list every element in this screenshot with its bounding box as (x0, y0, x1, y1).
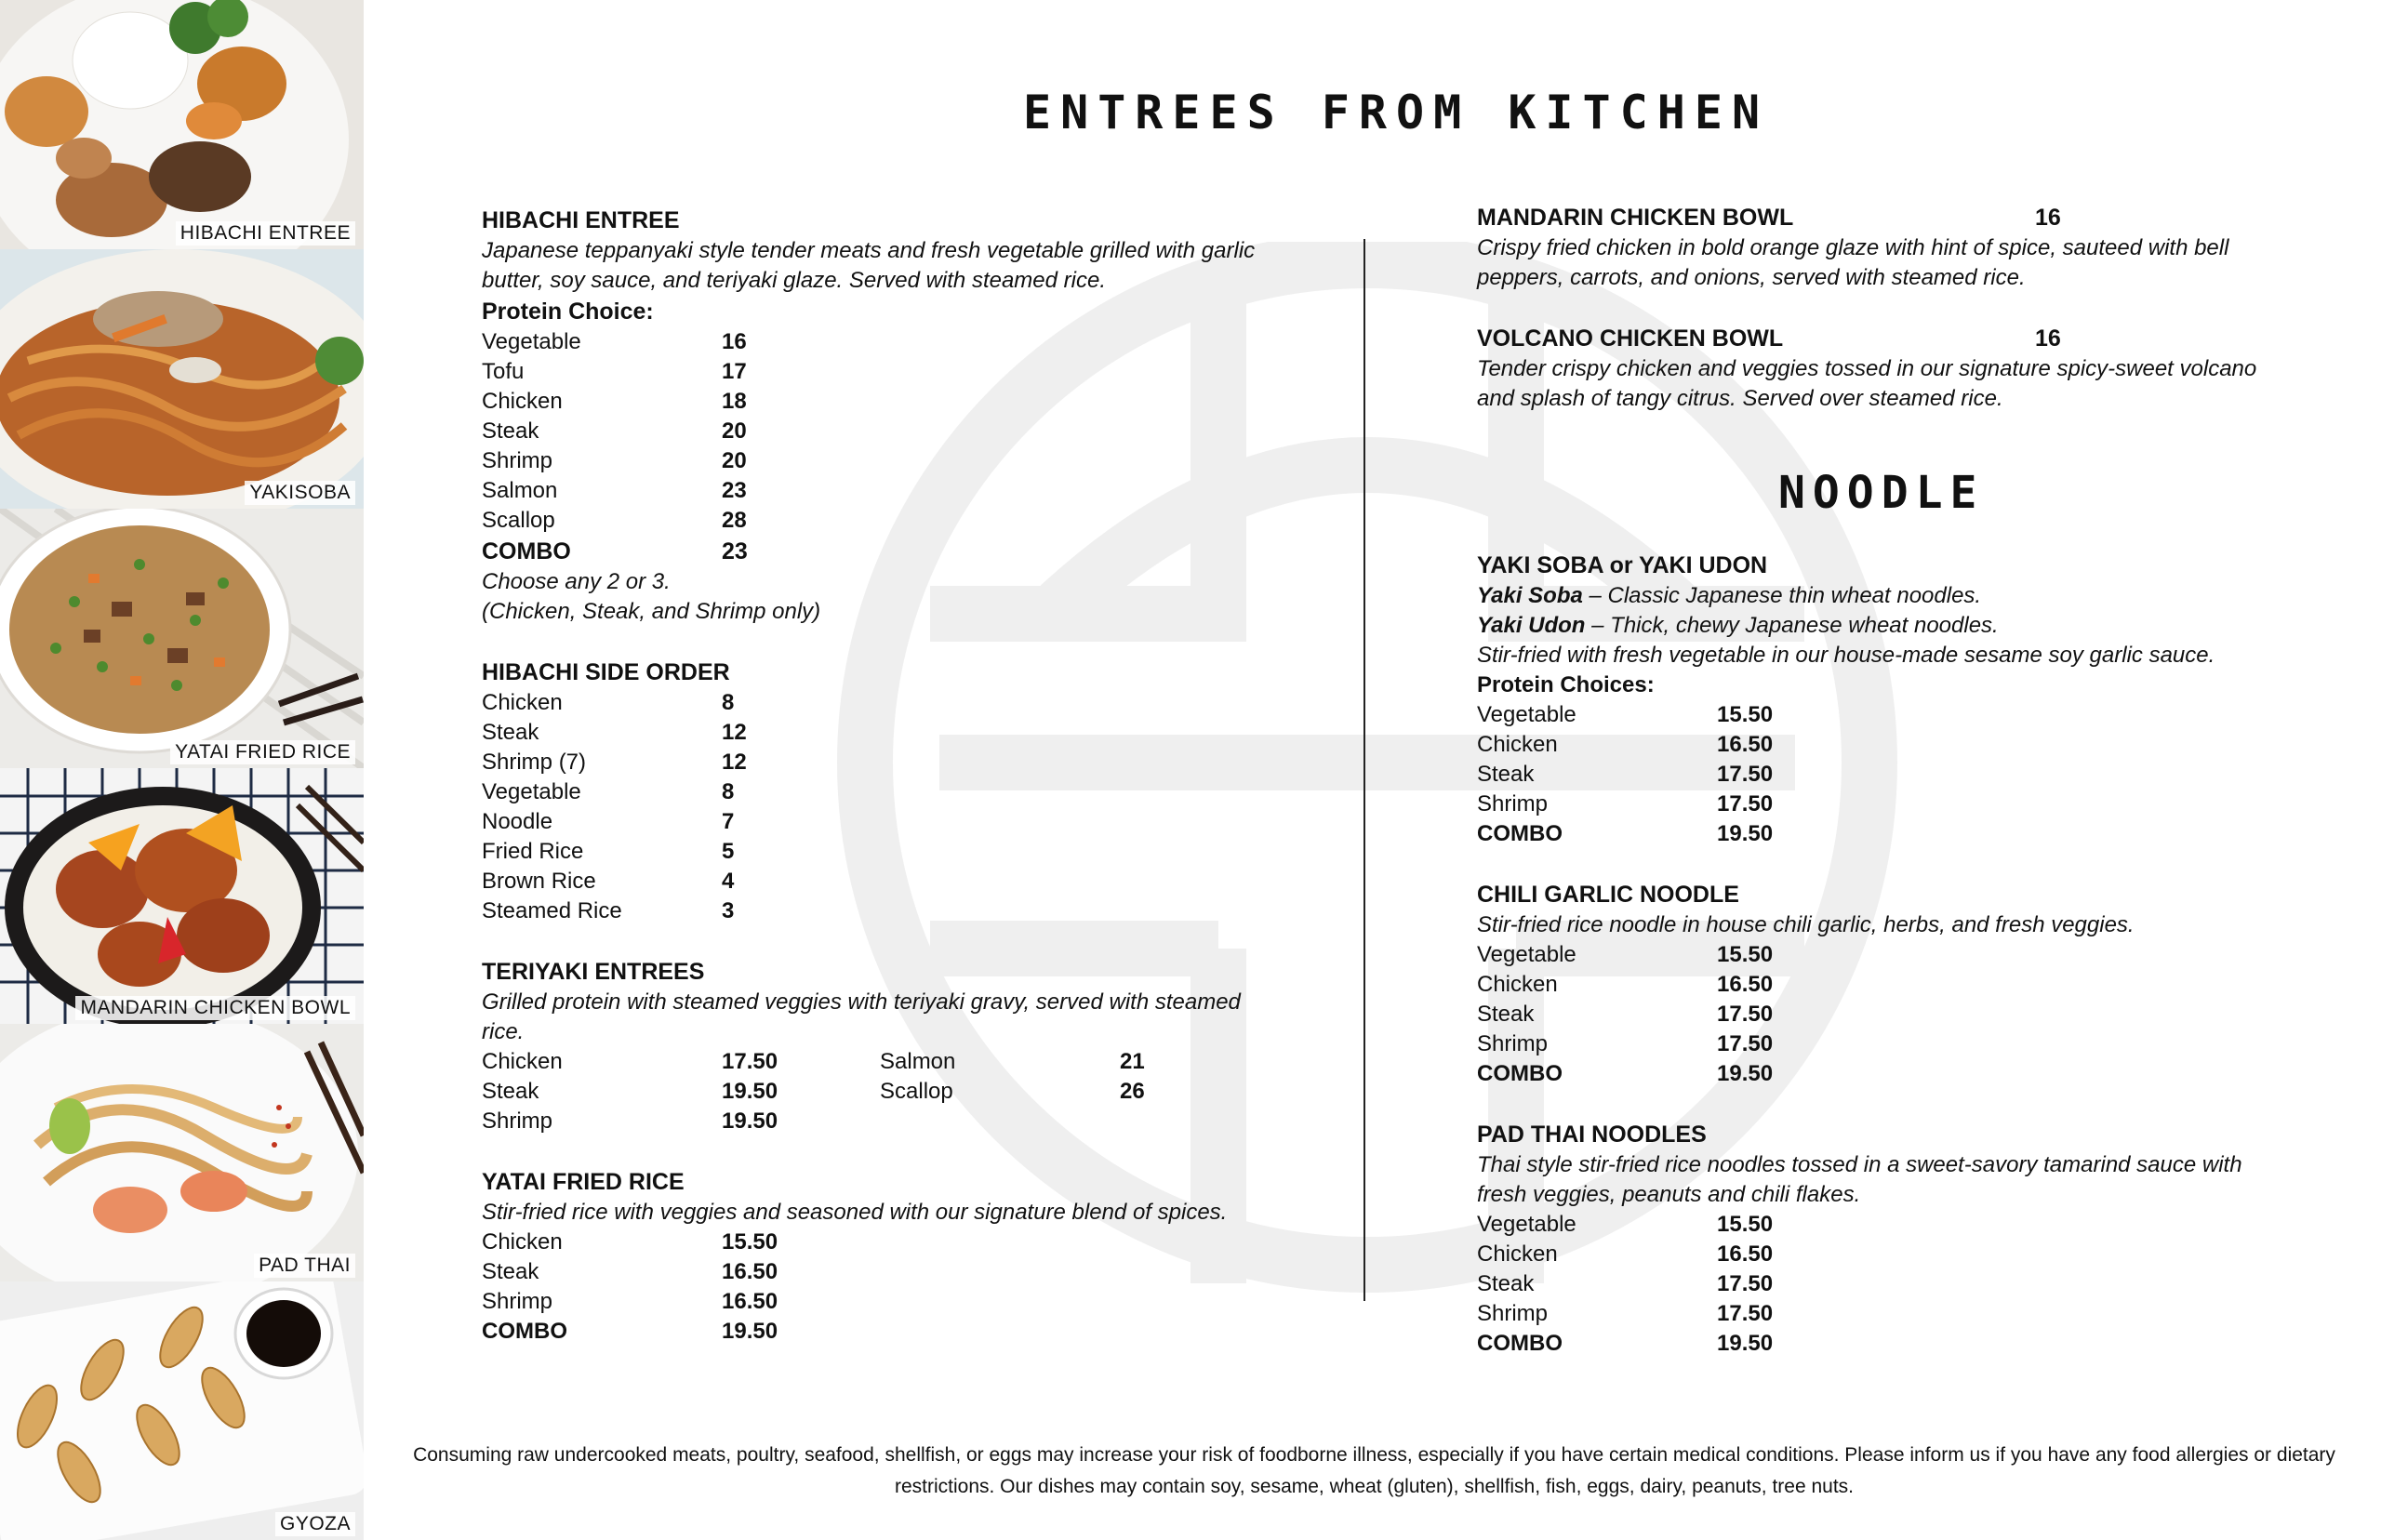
item-name: Chicken (482, 1049, 563, 1074)
item-price: 17.50 (1717, 1301, 1774, 1326)
photo-yatai-fried-rice (0, 509, 364, 768)
photo-gyoza (0, 1281, 364, 1540)
noodle-column (1477, 550, 2268, 1359)
item-name: Tofu (482, 359, 525, 384)
item-name: Vegetable (482, 779, 581, 804)
photo-caption: YATAI FRIED RICE (170, 740, 355, 764)
section-title-yatai-fried-rice: YATAI FRIED RICE (482, 1169, 685, 1195)
menu-item (482, 1257, 1272, 1287)
photo-caption: GYOZA (275, 1512, 355, 1536)
menu-item (1477, 700, 2268, 730)
item-price: 15.50 (722, 1229, 778, 1255)
menu-item-combo (482, 1317, 1272, 1347)
item-name: Vegetable (1477, 702, 1576, 727)
item-price: 19.50 (722, 1079, 778, 1104)
combo-note: Choose any 2 or 3. (482, 569, 671, 594)
item-price: 17.50 (1717, 762, 1774, 787)
combo-note-restriction: (Chicken, Steak, and Shrimp only) (482, 599, 821, 624)
photo-caption: PAD THAI (254, 1254, 355, 1278)
item-name: Steak (482, 1079, 539, 1104)
item-price: 16 (2035, 205, 2061, 231)
item-price: 17.50 (1717, 1002, 1774, 1027)
menu-item (482, 807, 1272, 837)
yatai-description: Stir-fried rice with veggies and seasoned with our signature blend of spices. (482, 1200, 1228, 1225)
menu-item (482, 777, 1272, 807)
yaki-soba-line (1477, 581, 2268, 611)
yatai-fried-rice-image (0, 509, 364, 768)
volcano-chicken-bowl-header (1477, 323, 2268, 354)
item-name: Shrimp (1477, 1301, 1549, 1326)
item-name: Steak (482, 418, 539, 444)
item-price: 16.50 (722, 1289, 778, 1314)
menu-item (1477, 730, 2268, 760)
left-column (482, 205, 1272, 1347)
menu-item (482, 387, 1272, 417)
item-price: 17.50 (1717, 1271, 1774, 1296)
menu-item (482, 867, 1272, 896)
item-name: Noodle (482, 809, 553, 834)
item-name: Steak (482, 720, 539, 745)
item-price: 17.50 (1717, 791, 1774, 816)
item-name: Steak (1477, 1271, 1535, 1296)
menu-item-combo (1477, 1329, 2268, 1359)
item-price: 19.50 (722, 1109, 778, 1134)
photo-yakisoba (0, 249, 364, 509)
item-name: COMBO (482, 538, 571, 564)
item-price: 19.50 (1717, 1331, 1774, 1356)
teriyaki-description: Grilled protein with steamed veggies with teriyaki gravy, served with steamed rice. (482, 989, 1241, 1044)
photo-caption: MANDARIN CHICKEN BOWL (75, 996, 355, 1020)
mandarin-description: Crispy fried chicken in bold orange glaze with hint of spice, sauteed with bell peppers, carrots, and onions, served with steamed rice. (1477, 235, 2229, 290)
section-title-pad-thai-noodles: PAD THAI NOODLES (1477, 1122, 1707, 1148)
pad-thai-image (0, 1024, 364, 1281)
item-price: 20 (722, 448, 747, 473)
menu-item (1477, 1210, 2268, 1240)
page-title: ENTREES FROM KITCHEN (1023, 86, 1770, 139)
item-name: Chicken (1477, 1241, 1558, 1267)
item-price: 15.50 (1717, 702, 1774, 727)
item-name: COMBO (1477, 1331, 1563, 1356)
column-divider (1363, 239, 1365, 1301)
yaki-soba-label: Yaki Soba (1477, 583, 1583, 608)
mandarin-chicken-bowl-header (1477, 202, 2268, 233)
item-price: 19.50 (722, 1319, 778, 1344)
section-title-teriyaki-entrees: TERIYAKI ENTREES (482, 959, 705, 985)
allergy-disclaimer (367, 1440, 2381, 1503)
item-price: 16 (722, 329, 747, 354)
menu-item (1477, 940, 2268, 970)
menu-item (482, 896, 1272, 926)
yaki-udon-desc: – Thick, chewy Japanese wheat noodles. (1585, 613, 1999, 638)
item-price: 17 (722, 359, 747, 384)
protein-choice-label: Protein Choice: (482, 299, 654, 325)
photo-caption: YAKISOBA (245, 481, 355, 505)
menu-item (482, 1228, 1272, 1257)
item-name: Vegetable (482, 329, 581, 354)
item-price: 23 (722, 478, 747, 503)
section-title-volcano-chicken-bowl: VOLCANO CHICKEN BOWL (1477, 325, 1784, 352)
yaki-soba-desc: – Classic Japanese thin wheat noodles. (1582, 583, 1982, 608)
menu-item-pair (482, 1077, 1272, 1107)
menu-item (482, 417, 1272, 446)
disclaimer-line-2: restrictions. Our dishes may contain soy, sesame, wheat (gluten), shellfish, fish, eggs, dairy, peanuts, tree nuts. (894, 1476, 1855, 1497)
menu-item (1477, 970, 2268, 1000)
hibachi-entree-image (0, 0, 364, 249)
chili-garlic-description: Stir-fried rice noodle in house chili garlic, herbs, and fresh veggies. (1477, 912, 2135, 937)
item-name: COMBO (1477, 1061, 1563, 1086)
item-name: Chicken (482, 389, 563, 414)
right-column (1477, 202, 2268, 414)
menu-item (1477, 760, 2268, 790)
yakisoba-description: Stir-fried with fresh vegetable in our house-made sesame soy garlic sauce. (1477, 643, 2215, 668)
menu-item-combo (1477, 819, 2268, 849)
menu-item (482, 446, 1272, 476)
menu-item (482, 506, 1272, 536)
gyoza-image (0, 1281, 364, 1540)
item-price: 21 (1120, 1049, 1145, 1074)
yaki-udon-label: Yaki Udon (1477, 613, 1586, 638)
menu-item (482, 476, 1272, 506)
menu-item (482, 327, 1272, 357)
item-price: 12 (722, 750, 747, 775)
item-name: COMBO (1477, 821, 1563, 846)
item-price: 16 (2035, 325, 2061, 352)
yakisoba-image (0, 249, 364, 509)
item-name: Salmon (880, 1049, 956, 1074)
item-price: 28 (722, 508, 747, 533)
item-price: 17.50 (722, 1049, 778, 1074)
item-name: Shrimp (482, 448, 553, 473)
menu-item (482, 748, 1272, 777)
menu-item (482, 1287, 1272, 1317)
item-name: Shrimp (1477, 791, 1549, 816)
item-name: Shrimp (7) (482, 750, 587, 775)
item-price: 16.50 (722, 1259, 778, 1284)
menu-item (1477, 1299, 2268, 1329)
item-price: 16.50 (1717, 1241, 1774, 1267)
photo-pad-thai (0, 1024, 364, 1281)
item-price: 12 (722, 720, 747, 745)
protein-choices-label: Protein Choices: (1477, 672, 1655, 697)
menu-item (1477, 1269, 2268, 1299)
item-name: Chicken (1477, 972, 1558, 997)
item-price: 26 (1120, 1079, 1145, 1104)
menu-item (482, 357, 1272, 387)
item-price: 15.50 (1717, 1212, 1774, 1237)
item-name: Fried Rice (482, 839, 584, 864)
photo-strip (0, 0, 364, 1540)
menu-item-pair (482, 1047, 1272, 1077)
section-title-chili-garlic-noodle: CHILI GARLIC NOODLE (1477, 882, 1739, 908)
section-title-hibachi-entree: HIBACHI ENTREE (482, 207, 680, 233)
item-price: 20 (722, 418, 747, 444)
item-price: 18 (722, 389, 747, 414)
item-name: Shrimp (482, 1109, 553, 1134)
menu-item (1477, 1000, 2268, 1029)
item-price: 23 (722, 538, 748, 564)
menu-item (482, 837, 1272, 867)
item-name: Steak (482, 1259, 539, 1284)
section-title-yaki-soba-udon: YAKI SOBA or YAKI UDON (1477, 552, 1768, 578)
menu-item (482, 718, 1272, 748)
section-title-mandarin-chicken-bowl: MANDARIN CHICKEN BOWL (1477, 205, 1794, 231)
item-price: 16.50 (1717, 732, 1774, 757)
item-name: Steak (1477, 762, 1535, 787)
item-name: Chicken (482, 690, 563, 715)
item-name: Steamed Rice (482, 898, 622, 923)
menu-item (1477, 1240, 2268, 1269)
yaki-udon-line (1477, 611, 2268, 641)
menu-item (482, 688, 1272, 718)
item-price: 16.50 (1717, 972, 1774, 997)
item-name: Chicken (1477, 732, 1558, 757)
menu-item-pair (482, 1107, 1272, 1136)
item-name: Shrimp (482, 1289, 553, 1314)
item-name: Shrimp (1477, 1031, 1549, 1056)
hibachi-entree-description: Japanese teppanyaki style tender meats and fresh vegetable grilled with garlic butter, soy sauce, and teriyaki glaze. Served with steamed rice. (482, 238, 1256, 293)
item-name: Scallop (880, 1079, 953, 1104)
item-name: Scallop (482, 508, 555, 533)
item-price: 19.50 (1717, 1061, 1774, 1086)
pad-thai-description: Thai style stir-fried rice noodles tossed in a sweet-savory tamarind sauce with fresh veggies, peanuts and chili flakes. (1477, 1152, 2242, 1207)
mandarin-chicken-bowl-image (0, 768, 364, 1024)
item-name: Vegetable (1477, 942, 1576, 967)
item-price: 5 (722, 839, 735, 864)
menu-item (1477, 790, 2268, 819)
item-price: 8 (722, 779, 735, 804)
menu-item (1477, 1029, 2268, 1059)
item-price: 7 (722, 809, 735, 834)
item-price: 8 (722, 690, 735, 715)
item-price: 15.50 (1717, 942, 1774, 967)
item-name: Brown Rice (482, 869, 596, 894)
volcano-description: Tender crispy chicken and veggies tossed in our signature spicy-sweet volcano and splash of tangy citrus. Served over steamed rice. (1477, 356, 2257, 411)
item-name: COMBO (482, 1319, 567, 1344)
section-title-hibachi-side-order: HIBACHI SIDE ORDER (482, 659, 730, 685)
item-name: Salmon (482, 478, 558, 503)
item-price: 4 (722, 869, 735, 894)
noodle-section-title: NOODLE (1778, 467, 1985, 519)
photo-caption: HIBACHI ENTREE (176, 221, 355, 246)
item-price: 3 (722, 898, 735, 923)
item-name: Steak (1477, 1002, 1535, 1027)
item-price: 17.50 (1717, 1031, 1774, 1056)
photo-hibachi-entree (0, 0, 364, 249)
menu-item-combo (1477, 1059, 2268, 1089)
item-price: 19.50 (1717, 821, 1774, 846)
item-name: Vegetable (1477, 1212, 1576, 1237)
photo-mandarin-chicken-bowl (0, 768, 364, 1024)
menu-item-combo (482, 536, 1272, 567)
item-name: Chicken (482, 1229, 563, 1255)
disclaimer-line-1: Consuming raw undercooked meats, poultry, seafood, shellfish, or eggs may increase your risk of foodborne illness, especially if you have certain medical conditions. Please inform us if you have any food allergies or dietary (413, 1444, 2335, 1466)
item-name (880, 1107, 1120, 1136)
